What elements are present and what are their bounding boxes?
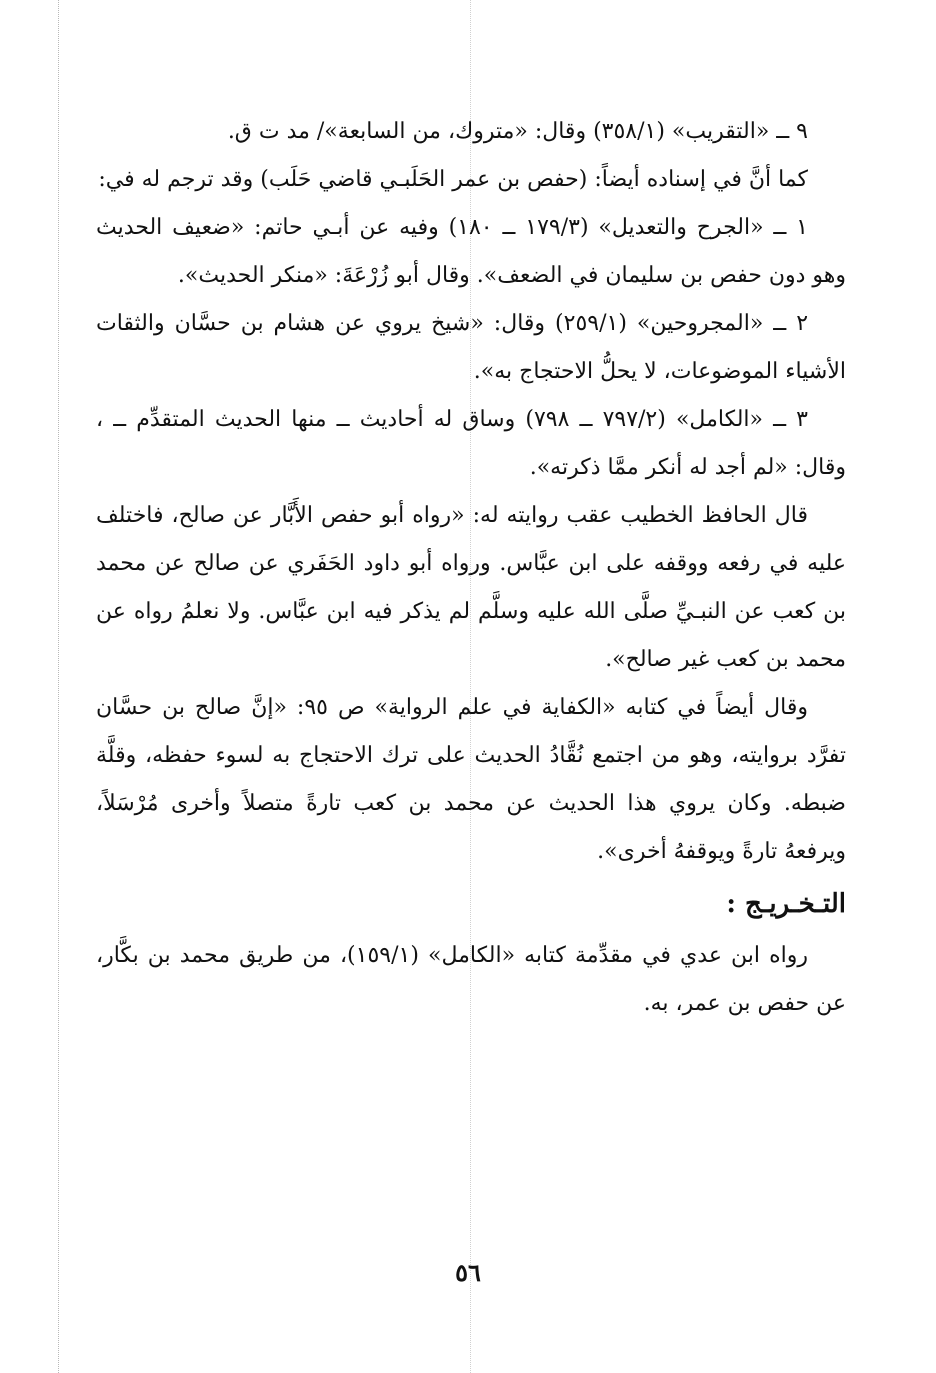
paragraph-takhrij: رواه ابن عدي في مقدِّمة كتابه «الكامل» (١٥٩/١)، من طريق محمد بن بكَّار، عن حفص بن عمر، به. — [96, 943, 846, 1016]
paragraph-jarh: ١ ــ «الجرح والتعديل» (١٧٩/٣ ــ ١٨٠) وفيه عن أبـي حاتم: «ضعيف الحديث وهو دون حفص بن سليمان في الضعف». وقال أبو زُرْعَةَ: «منكر الحديث». — [96, 215, 846, 288]
paragraph-taqrib: ٩ ــ «التقريب» (٣٥٨/١) وقال: «متروك، من السابعة»/ مد ت ق. — [227, 119, 808, 144]
page-number: ٥٦ — [455, 1258, 481, 1287]
paragraph-khatib: قال الحافظ الخطيب عقب روايته له: «رواه أبو حفص الأَبَّار عن صالح، فاختلف عليه في رفعه ووقفه على ابن عبَّاس. ورواه أبو داود الحَفَري عن صالح عن محمد بن كعب عن النبـيِّ صلَّى الله عليه وسلَّم لم يذكر فيه ابن عبَّاس. ولا نعلمُ رواه عن محمد بن كعب غير صالح». — [96, 503, 846, 672]
paragraph-kifaya: وقال أيضاً في كتابه «الكفاية في علم الرواية» ص ٩٥: «إنَّ صالح بن حسَّان تفرَّد بروايته، وهو من اجتمع نُقَّادُ الحديث على ترك الاحتجاج به لسوء حفظه، وقلَّة ضبطه. وكان يروي هذا الحديث عن محمد بن كعب تارةً متصلاً وأخرى مُرْسَلاً، ويرفعهُ تارةً ويوقفهُ أخرى». — [96, 695, 847, 864]
paragraph-majruhin: ٢ ــ «المجروحين» (٢٥٩/١) وقال: «شيخ يروي عن هشام بن حسَّان والثقات الأشياء الموضوعات، لا يحلُّ الاحتجاج به». — [96, 311, 846, 384]
margin-guide-left — [58, 0, 59, 1373]
paragraph-kamil: ٣ ــ «الكامل» (٧٩٧/٢ ــ ٧٩٨) وساق له أحاديث ــ منها الحديث المتقدِّم ــ ، وقال: «لم أجد له أنكر ممَّا ذكرته». — [96, 407, 846, 480]
paragraph-hafs-intro: كما أنَّ في إسناده أيضاً: (حفص بن عمر الحَلَبـي قاضي حَلَب) وقد ترجم له في: — [98, 167, 808, 192]
section-heading-takhrij: التـخـريـج : — [726, 889, 846, 919]
page-body — [96, 108, 846, 1028]
